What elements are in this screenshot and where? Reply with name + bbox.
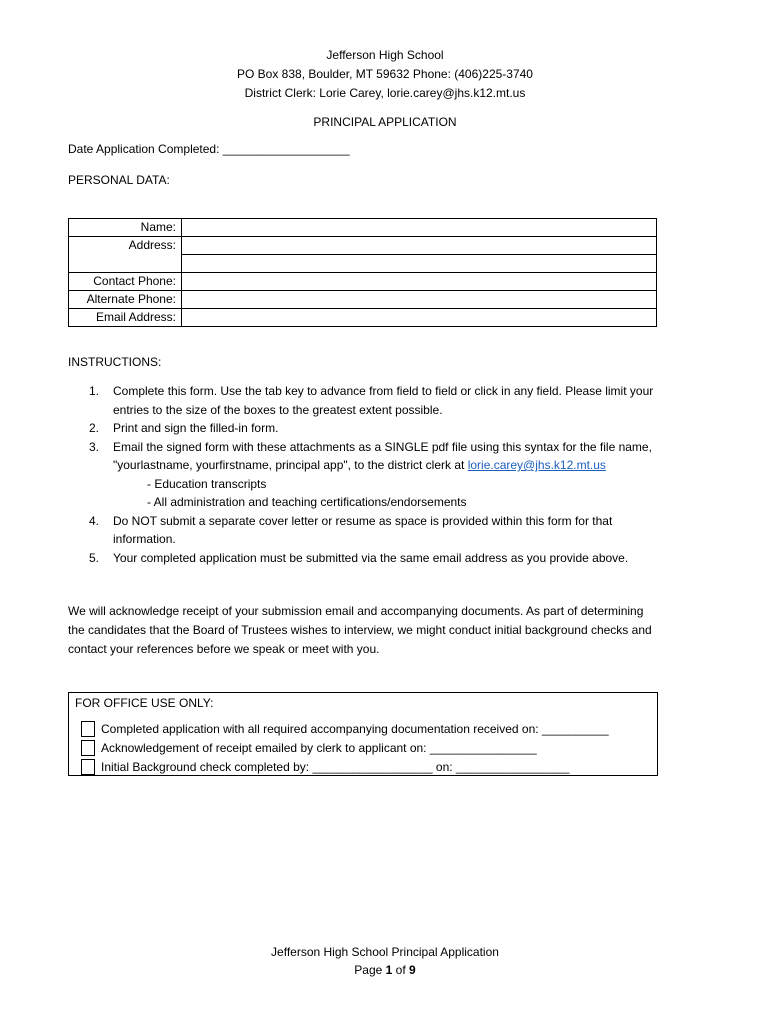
address-input-line1[interactable] bbox=[182, 237, 657, 255]
received-label: Completed application with all required accompanying documentation received on: __________ bbox=[101, 722, 609, 736]
office-use-title: FOR OFFICE USE ONLY: bbox=[75, 696, 214, 710]
district-clerk: District Clerk: Lorie Carey, lorie.carey@jhs.k12.mt.us bbox=[244, 86, 526, 100]
name-label: Name: bbox=[69, 219, 182, 237]
instruction-item-5 bbox=[89, 549, 753, 568]
instruction-item-3 bbox=[89, 438, 753, 512]
email-input[interactable] bbox=[182, 309, 657, 327]
received-checkbox[interactable] bbox=[81, 721, 95, 737]
form-title: PRINCIPAL APPLICATION bbox=[313, 115, 457, 129]
instruction-item-4 bbox=[89, 512, 753, 549]
paragraph-line: the candidates that the Board of Trustees wishes to interview, we might conduct initial background checks and bbox=[68, 623, 652, 637]
instruction-number: 1. bbox=[89, 384, 100, 398]
instructions-list bbox=[68, 382, 753, 567]
instruction-text: entries to the size of the boxes to the greatest extent possible. bbox=[113, 402, 443, 417]
page-current: 1 bbox=[385, 963, 393, 977]
attachment-item: - Education transcripts bbox=[147, 476, 267, 491]
page-total: 9 bbox=[409, 963, 416, 977]
footer-title: Jefferson High School Principal Application bbox=[271, 945, 499, 959]
school-address: PO Box 838, Boulder, MT 59632 Phone: (406)225-3740 bbox=[237, 67, 533, 81]
row-alternate-phone bbox=[69, 291, 657, 309]
instruction-item-2 bbox=[89, 419, 753, 438]
row-email bbox=[69, 309, 657, 327]
instruction-item-1 bbox=[89, 382, 753, 419]
paragraph-line: contact your references before we speak or meet with you. bbox=[68, 642, 380, 656]
paragraph-line: We will acknowledge receipt of your submission email and accompanying documents. As part of determining bbox=[68, 604, 644, 618]
page-prefix: Page bbox=[354, 963, 386, 977]
instruction-number: 4. bbox=[89, 513, 100, 528]
personal-data-heading: PERSONAL DATA: bbox=[68, 173, 170, 187]
contact-phone-label: Contact Phone: bbox=[69, 273, 182, 291]
page-number bbox=[0, 961, 770, 979]
instruction-text: information. bbox=[113, 532, 176, 546]
background-check-checkbox[interactable] bbox=[81, 759, 95, 775]
acknowledged-checkbox[interactable] bbox=[81, 740, 95, 756]
instruction-text: Your completed application must be submitted via the same email address as you provide above. bbox=[113, 550, 629, 565]
address-label: Address: bbox=[69, 237, 182, 273]
row-name bbox=[69, 219, 657, 237]
personal-data-table bbox=[68, 218, 657, 327]
instruction-text: "yourlastname, yourfirstname, principal app", to the district clerk at bbox=[113, 458, 465, 472]
row-address bbox=[69, 237, 657, 255]
contact-phone-input[interactable] bbox=[182, 273, 657, 291]
acknowledgement-paragraph bbox=[68, 602, 708, 659]
instruction-number: 5. bbox=[89, 550, 100, 565]
alternate-phone-label: Alternate Phone: bbox=[69, 291, 182, 309]
background-check-label: Initial Background check completed by: __________________ on: _________________ bbox=[101, 760, 570, 774]
attachment-item: - All administration and teaching certifications/endorsements bbox=[147, 495, 467, 509]
instruction-number: 2. bbox=[89, 421, 100, 435]
name-input[interactable] bbox=[182, 219, 657, 237]
address-input-line2[interactable] bbox=[182, 255, 657, 273]
instruction-text: Email the signed form with these attachments as a SINGLE pdf file using this syntax for the file name, bbox=[113, 439, 652, 454]
school-name: Jefferson High School bbox=[326, 48, 444, 62]
alternate-phone-input[interactable] bbox=[182, 291, 657, 309]
instruction-text: Print and sign the filled-in form. bbox=[113, 421, 279, 435]
instructions-heading: INSTRUCTIONS: bbox=[68, 355, 162, 369]
instruction-text: Do NOT submit a separate cover letter or resume as space is provided within this form for that bbox=[113, 513, 613, 528]
instruction-text: Complete this form. Use the tab key to advance from field to field or click in any field. Please limit your bbox=[113, 384, 654, 398]
row-contact-phone bbox=[69, 273, 657, 291]
email-label: Email Address: bbox=[69, 309, 182, 327]
acknowledged-label: Acknowledgement of receipt emailed by clerk to applicant on: ________________ bbox=[101, 741, 537, 755]
page-of: of bbox=[392, 963, 410, 977]
clerk-email-link[interactable]: lorie.carey@jhs.k12.mt.us bbox=[467, 458, 606, 472]
date-completed-field[interactable]: Date Application Completed: ___________________ bbox=[68, 142, 350, 156]
instruction-number: 3. bbox=[89, 439, 100, 454]
office-use-box bbox=[68, 692, 658, 776]
